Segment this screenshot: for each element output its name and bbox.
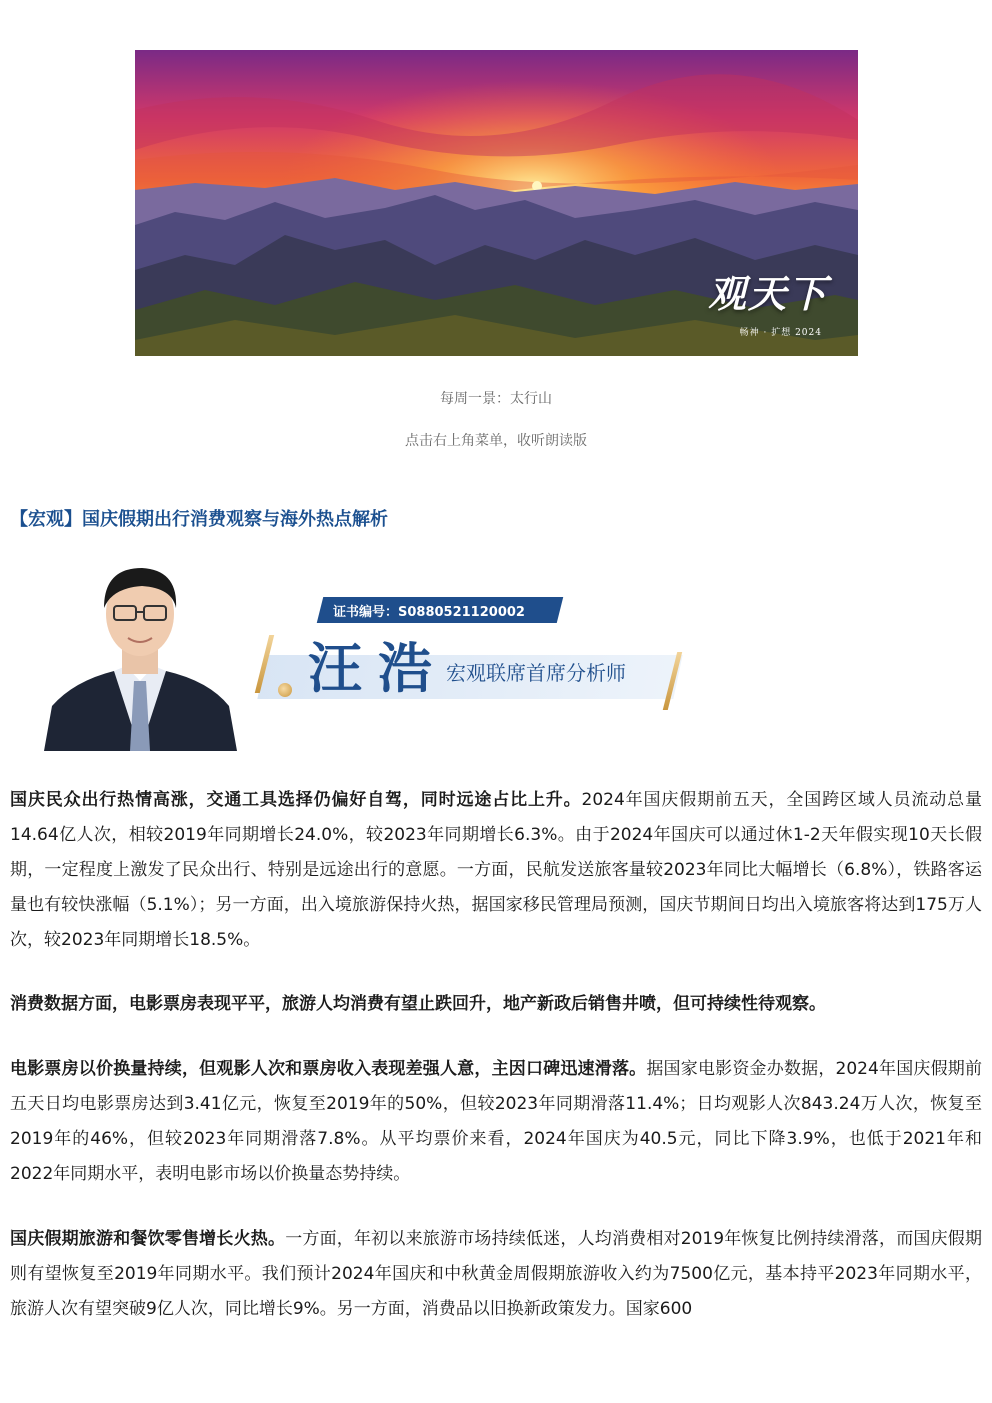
hero-image (135, 50, 858, 356)
decor-dot (278, 683, 292, 697)
brand-logo-text: 观天下 (707, 271, 828, 316)
audio-hint: 点击右上角菜单，收听朗读版 (405, 433, 587, 449)
paragraph-tourism-retail (10, 1222, 982, 1327)
paragraph-body: 据国家电影资金办数据，2024年国庆假期前五天日均电影票房达到3.41亿元，恢复至2019年的50%，但较2023年同期滑落11.4%；日均观影人次843.24万人次，恢复至2019年的46%，但较2023年同期滑落7.8%。从平均票价来看，2024年国庆为40.5元，同比下降3.9%，也低于2021年和2022年同期水平，表明电影市场以价换量态势持续。 (10, 1059, 983, 1184)
image-caption: 每周一景：太行山 (440, 391, 552, 407)
section-title: 【宏观】国庆假期出行消费观察与海外热点解析 (10, 509, 388, 530)
brand-logo-subtitle: 畅神 · 扩想 2024 (739, 328, 822, 338)
paragraph-lead: 国庆假期旅游和餐饮零售增长火热。 (10, 1229, 286, 1249)
paragraph-consumption-summary (10, 987, 982, 1022)
analyst-name: 汪浩 (308, 636, 448, 700)
analyst-profile-card (0, 540, 992, 755)
analyst-role: 宏观联席首席分析师 (446, 661, 626, 685)
paragraph-body: 2024年国庆假期前五天，全国跨区域人员流动总量14.64亿人次，相较2019年同期增长24.0%，较2023年同期增长6.3%。由于2024年国庆可以通过休1-2天年假实现10天长假期，一定程度上激发了民众出行、特别是远途出行的意愿。一方面，民航发送旅客量较2023年同比大幅增长（6.8%），铁路客运量也有较快涨幅（5.1%）；另一方面，出入境旅游保持火热，据国家移民管理局预测，国庆节期间日均出入境旅客将达到175万人次，较2023年同期增长18.5%。 (10, 790, 982, 950)
analyst-avatar (44, 546, 237, 751)
paragraph-body: 一方面，年初以来旅游市场持续低迷，人均消费相对2019年恢复比例持续滑落，而国庆假期则有望恢复至2019年同期水平。我们预计2024年国庆和中秋黄金周假期旅游收入约为7500亿元，基本持平2023年同期水平，旅游人次有望突破9亿人次，同比增长9%。另一方面，消费品以旧换新政策发力。国家600 (10, 1229, 983, 1319)
paragraph-lead: 电影票房以价换量持续，但观影人次和票房收入表现差强人意，主因口碑迅速滑落。 (10, 1059, 647, 1079)
paragraph-travel (10, 783, 982, 958)
paragraph-lead: 国庆民众出行热情高涨，交通工具选择仍偏好自驾，同时远途占比上升。 (10, 790, 582, 810)
paragraph-box-office (10, 1052, 982, 1192)
cert-number: 证书编号：S0880521120002 (333, 605, 525, 620)
paragraph-lead: 消费数据方面，电影票房表现平平，旅游人均消费有望止跌回升，地产新政后销售井喷，但可持续性待观察。 (10, 994, 826, 1014)
